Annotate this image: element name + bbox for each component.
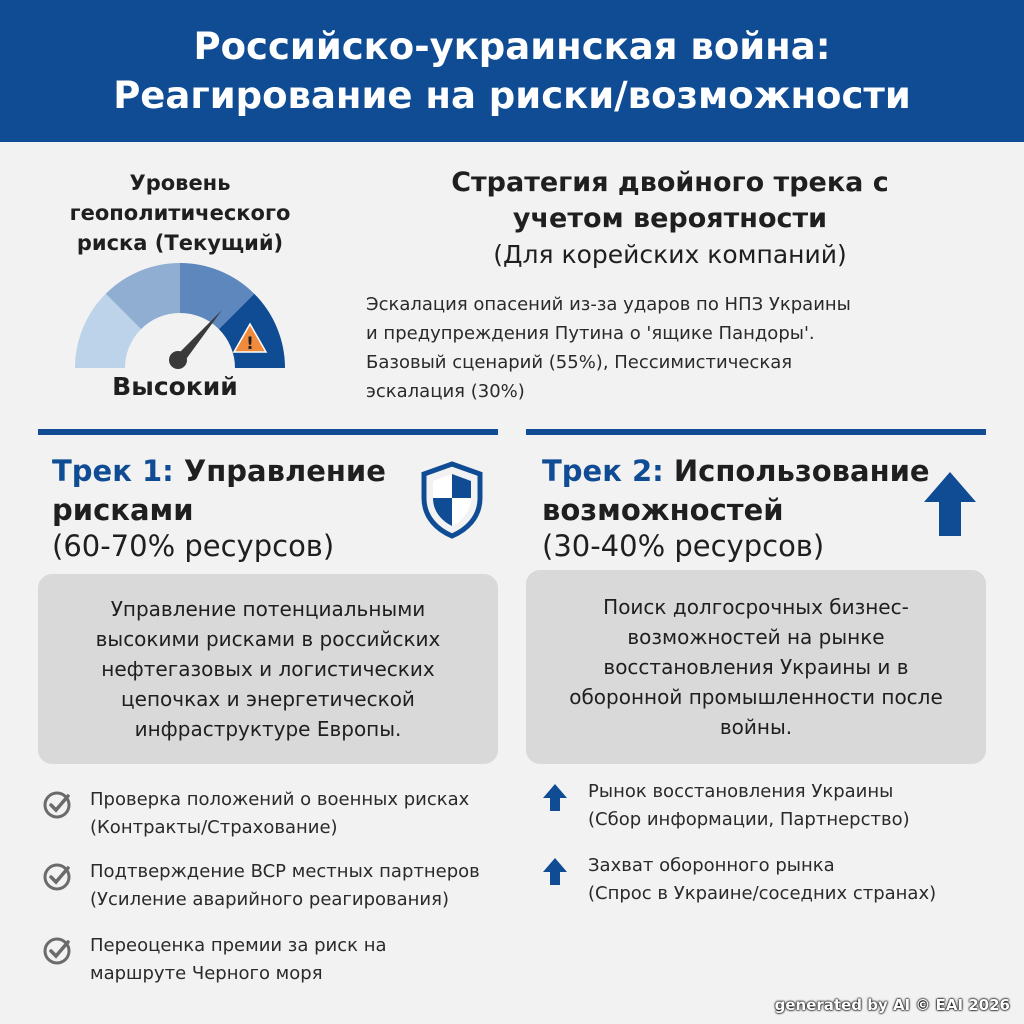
- track-2-summary-line: восстановления Украины и в: [603, 655, 909, 679]
- track-1-lead: Трек 1:: [52, 454, 174, 488]
- check-circle-icon: [42, 862, 72, 892]
- track-1-item-line: (Усиление аварийного реагирования): [90, 889, 449, 910]
- risk-gauge-title-line: геополитического: [69, 201, 291, 225]
- check-circle-icon: [42, 936, 72, 966]
- risk-level-label: Высокий: [112, 372, 238, 401]
- track-1-title-b: рисками: [52, 493, 194, 527]
- track-2-item-line: Рынок восстановления Украины: [588, 781, 894, 802]
- arrow-up-icon: [540, 856, 570, 886]
- risk-gauge: [70, 258, 290, 378]
- track-2-resources: (30-40% ресурсов): [542, 529, 825, 563]
- risk-gauge-title-line: риска (Текущий): [76, 231, 284, 255]
- arrow-up-icon: [922, 470, 978, 538]
- strategy-description-line: Эскалация опасений из-за ударов по НПЗ Украины: [366, 294, 851, 315]
- strategy-description-line: эскалация (30%): [366, 381, 525, 402]
- page-header: [0, 0, 1024, 142]
- track-1-item-line: Переоценка премии за риск на: [90, 935, 387, 956]
- track-1-title: [52, 452, 386, 530]
- track-2-summary-line: Поиск долгосрочных бизнес-: [603, 595, 909, 619]
- footer-credit: generated by AI © EAI 2026: [774, 996, 1010, 1014]
- track-1-item: [42, 932, 512, 992]
- track-1-summary-line: высокими рисками в российских: [95, 627, 441, 651]
- track-2-divider: [526, 429, 986, 435]
- strategy-description-line: Базовый сценарий (55%), Пессимистическая: [366, 352, 793, 373]
- track-2-title: [542, 452, 930, 530]
- risk-gauge-title-line: Уровень: [129, 171, 231, 195]
- track-1-title-a: Управление: [183, 454, 386, 488]
- shield-icon: [418, 460, 486, 540]
- strategy-title-line: Стратегия двойного трека с: [451, 167, 889, 198]
- track-1-summary-line: цепочках и энергетической: [121, 687, 415, 711]
- strategy-title-line: учетом вероятности: [512, 203, 828, 234]
- track-1-divider: [38, 429, 498, 435]
- risk-gauge-title: [40, 168, 320, 258]
- check-circle-icon: [42, 790, 72, 820]
- page-title-line-2: Реагирование на риски/возможности: [113, 74, 911, 117]
- strategy-title: [370, 165, 970, 237]
- track-2-item-line: (Сбор информации, Партнерство): [588, 809, 910, 830]
- track-1-item-line: Проверка положений о военных рисках: [90, 789, 470, 810]
- track-2-item: [540, 852, 1010, 912]
- track-1-item-line: Подтверждение BCP местных партнеров: [90, 861, 480, 882]
- track-2-summary-line: войны.: [719, 715, 793, 739]
- track-2-title-b: возможностей: [542, 493, 784, 527]
- gauge-needle-hub: [169, 351, 187, 369]
- strategy-description-line: и предупреждения Путина о 'ящике Пандоры'.: [366, 323, 815, 344]
- track-2-item-line: Захват оборонного рынка: [588, 855, 835, 876]
- track-2-summary-line: оборонной промышленности после: [569, 685, 943, 709]
- strategy-subtitle: (Для корейских компаний): [493, 240, 847, 269]
- track-1-item-line: (Контракты/Страхование): [90, 817, 338, 838]
- track-1-item: [42, 786, 512, 846]
- track-2-summary-box: [526, 570, 986, 764]
- page-title-line-1: Российско-украинская война:: [193, 25, 831, 68]
- strategy-description: [366, 290, 986, 406]
- arrow-up-icon: [540, 782, 570, 812]
- track-1-summary-line: инфраструктуре Европы.: [134, 717, 402, 741]
- track-2-item-line: (Спрос в Украине/соседних странах): [588, 883, 937, 904]
- track-1-summary-box: [38, 574, 498, 764]
- track-1-summary-line: Управление потенциальными: [110, 597, 426, 621]
- track-1-resources: (60-70% ресурсов): [52, 529, 335, 563]
- track-1-item-line: маршруте Черного моря: [90, 963, 323, 984]
- track-2-title-a: Использование: [673, 454, 930, 488]
- track-1-summary-line: нефтегазовых и логистических: [101, 657, 435, 681]
- warning-symbol: !: [246, 334, 254, 354]
- track-1-item: [42, 858, 512, 918]
- track-2-summary-line: возможностей на рынке: [627, 625, 885, 649]
- track-2-item: [540, 778, 1010, 838]
- track-2-lead: Трек 2:: [542, 454, 664, 488]
